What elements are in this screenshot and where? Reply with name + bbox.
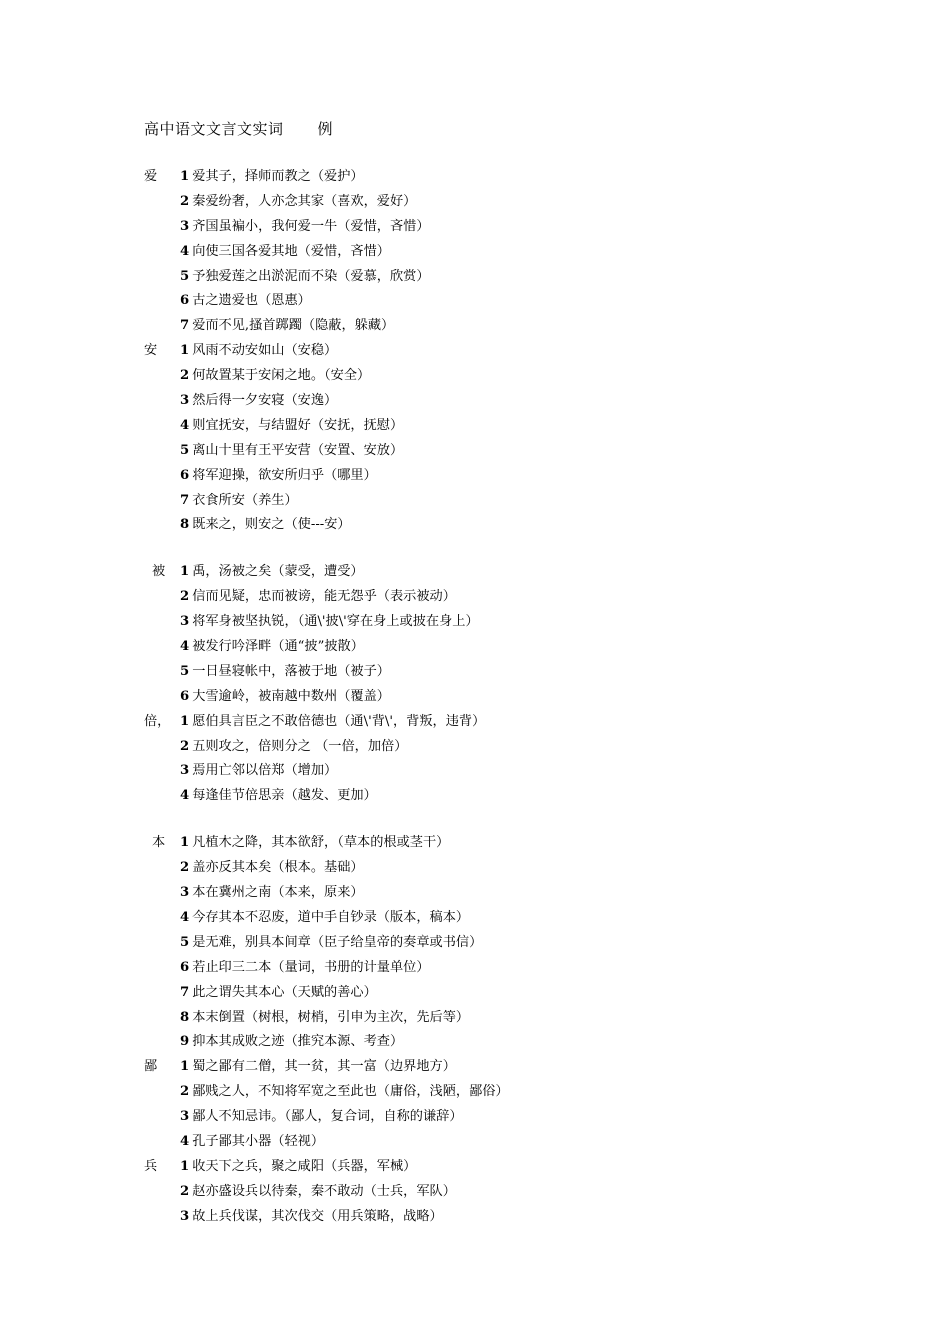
sense [180, 610, 479, 635]
headword: 安 [144, 343, 158, 359]
sense-text: 鄙贱之人，不知将军宽之至此也（庸俗，浅陋，鄙俗） [192, 1084, 509, 1100]
sense [180, 635, 364, 660]
sense [180, 906, 469, 931]
sense-text: 爱其子，择师而教之（爱护） [192, 169, 364, 184]
sense-line [144, 831, 904, 856]
sense-text: 孔子鄙其小器（轻视） [192, 1133, 325, 1149]
sense-text: 是无难，别具本间章（臣子给皇帝的奏章或书信） [192, 934, 483, 950]
sense-text: 凡植木之降，其本欲舒，（草本的根或茎干） [192, 835, 450, 851]
sense-text: 今存其本不忍废，道中手自钞录（版本，稿本） [192, 909, 470, 925]
sense [180, 1006, 469, 1031]
sense-line [144, 1130, 904, 1155]
sense-text: 秦爱纷奢，人亦念其家（喜欢，爱好） [192, 193, 417, 209]
sense-line [144, 314, 904, 339]
word-entry [144, 560, 904, 709]
sense-line [144, 635, 904, 660]
sense-text: 鄙人不知忌讳。（鄙人，复合词，自称的谦辞） [192, 1109, 463, 1125]
sense-line [144, 981, 904, 1006]
sense-number: 6 [180, 688, 190, 704]
sense [180, 735, 407, 760]
sense-text: 则宜抚安，与结盟好（安抚，抚慰） [192, 417, 404, 433]
sense-text: 爱而不见,搔首踯躅（隐蔽，躲藏） [192, 318, 395, 334]
sense-number: 2 [180, 368, 190, 384]
sense-line [144, 439, 904, 464]
sense [180, 190, 416, 215]
sense-line [144, 1155, 904, 1180]
sense-line [144, 1055, 904, 1080]
headword: 被 [152, 564, 166, 580]
sense [180, 414, 403, 439]
sense-text: 风雨不动安如山（安稳） [192, 343, 338, 359]
sense-text: 收天下之兵，聚之咸阳（兵器，军械） [192, 1158, 417, 1174]
sense [180, 513, 351, 538]
sense [180, 165, 364, 190]
sense-number: 9 [180, 1034, 190, 1050]
sense [180, 585, 456, 610]
sense-line [144, 289, 904, 314]
sense-text: 焉用亡邻以倍郑（增加） [192, 763, 338, 779]
sense [180, 289, 311, 314]
sense-line [144, 240, 904, 265]
sense-number: 7 [180, 492, 190, 508]
sense-text: 离山十里有王平安营（安置、安放） [192, 442, 404, 458]
sense-number: 3 [180, 393, 190, 409]
sense-text: 衣食所安（养生） [192, 492, 298, 508]
sense [180, 1080, 509, 1105]
sense-number: 2 [180, 193, 190, 209]
sense-text: 何故置某于安闲之地。（安全） [192, 368, 371, 384]
sense-text: 愿伯具言臣之不敢倍德也（通\'背\'，背叛，违背） [192, 713, 486, 729]
sense-text: 被发行吟泽畔（通“披”披散） [192, 639, 364, 655]
sense [180, 1105, 463, 1130]
sense-number: 1 [180, 1158, 190, 1174]
sense [180, 660, 390, 685]
sense-text: 古之遗爱也（恩惠） [192, 293, 311, 309]
sense-line [144, 513, 904, 538]
word-entry [144, 1055, 904, 1155]
sense-line [144, 906, 904, 931]
sense-line [144, 610, 904, 635]
sense-line [144, 881, 904, 906]
sense-line [144, 389, 904, 414]
sense-text: 故上兵伐谋，其次伐交（用兵策略，战略） [192, 1208, 443, 1224]
sense [180, 831, 449, 856]
sense [180, 560, 364, 585]
sense-line [144, 1180, 904, 1205]
sense [180, 364, 370, 389]
sense [180, 339, 337, 364]
sense-text: 每逢佳节倍思亲（越发、更加） [192, 788, 377, 804]
headword: 鄙 [144, 1059, 158, 1075]
sense [180, 1180, 456, 1205]
sense-line [144, 956, 904, 981]
word-entry [144, 710, 904, 810]
sense [180, 1130, 324, 1155]
sense-line [144, 489, 904, 514]
sense-line [144, 1030, 904, 1055]
sense-number: 2 [180, 589, 190, 605]
sense-line [144, 339, 904, 364]
sense-number: 3 [180, 763, 190, 779]
sense-text: 大雪逾岭，被南越中数州（覆盖） [192, 688, 390, 704]
sense [180, 389, 337, 414]
sense-number: 5 [180, 934, 190, 950]
sense-number: 1 [180, 713, 190, 729]
sense-text: 五则攻之，倍则分之 （一倍，加倍） [192, 738, 408, 754]
headword: 兵 [144, 1158, 158, 1174]
word-entry [144, 339, 904, 538]
sense-number: 1 [180, 564, 190, 580]
sense-line [144, 1080, 904, 1105]
headword: 爱 [144, 169, 158, 184]
sense-number: 7 [180, 318, 190, 334]
sense-text: 既来之，则安之（使---安） [192, 517, 351, 533]
sense-number: 4 [180, 243, 190, 259]
word-entry [144, 1155, 904, 1230]
sense [180, 685, 390, 710]
sense-number: 1 [180, 1059, 190, 1075]
sense-line [144, 215, 904, 240]
sense [180, 881, 364, 906]
sense-text: 然后得一夕安寝（安逸） [192, 393, 338, 409]
sense-number: 5 [180, 442, 190, 458]
title-suffix: 例 [317, 120, 334, 138]
sense [180, 1205, 443, 1230]
sense-number: 2 [180, 860, 190, 876]
headword: 本 [152, 835, 166, 851]
sense-text: 抑本其成败之迹（推究本源、考查） [192, 1034, 404, 1050]
sense-number: 2 [180, 1084, 190, 1100]
sense-text: 蜀之鄙有二僧，其一贫，其一富（边界地方） [192, 1059, 456, 1075]
sense-text: 本在冀州之南（本来，原来） [192, 885, 364, 901]
sense [180, 856, 364, 881]
sense-line [144, 660, 904, 685]
sense-number: 8 [180, 1009, 190, 1025]
sense-text: 本末倒置（树根，树梢，引申为主次，先后等） [192, 1009, 470, 1025]
sense-line [144, 265, 904, 290]
sense-text: 将军身被坚执锐，（通\'披\'穿在身上或披在身上） [192, 614, 479, 630]
sense-line [144, 759, 904, 784]
sense-number: 6 [180, 959, 190, 975]
sense-number: 6 [180, 293, 190, 309]
sense [180, 1055, 456, 1080]
sense [180, 314, 394, 339]
sense-line [144, 1006, 904, 1031]
sense-number: 3 [180, 614, 190, 630]
sense [180, 1030, 403, 1055]
sense-number: 3 [180, 1208, 190, 1224]
sense-number: 3 [180, 218, 190, 234]
sense-number: 3 [180, 885, 190, 901]
sense-number: 4 [180, 417, 190, 433]
sense [180, 265, 430, 290]
sense-line [144, 585, 904, 610]
sense-number: 4 [180, 639, 190, 655]
sense-text: 向使三国各爱其地（爱惜，吝惜） [192, 243, 390, 259]
sense-number: 5 [180, 268, 190, 284]
sense-text: 盖亦反其本矣（根本。基础） [192, 860, 364, 876]
sense-line [144, 1205, 904, 1230]
sense-line [144, 364, 904, 389]
sense [180, 464, 377, 489]
sense [180, 784, 377, 809]
sense-line [144, 685, 904, 710]
sense-number: 4 [180, 1133, 190, 1149]
sense [180, 931, 482, 956]
sense-line [144, 735, 904, 760]
sense-number: 3 [180, 1109, 190, 1125]
sense-line [144, 1105, 904, 1130]
sense [180, 759, 337, 784]
sense [180, 981, 377, 1006]
sense-line [144, 931, 904, 956]
sense-number: 1 [180, 835, 190, 851]
sense-text: 齐国虽褊小，我何爱一牛（爱惜，吝惜） [192, 218, 430, 234]
sense-text: 禹，汤被之矣（蒙受，遭受） [192, 564, 364, 580]
sense-number: 2 [180, 1183, 190, 1199]
sense-number: 1 [180, 169, 190, 184]
sense-text: 信而见疑，忠而被谤，能无怨乎（表示被动） [192, 589, 456, 605]
word-entry [144, 165, 904, 339]
sense-text: 若止印三二本（量词，书册的计量单位） [192, 959, 430, 975]
headword: 倍， [144, 713, 171, 729]
sense-line [144, 464, 904, 489]
sense-line [144, 710, 904, 735]
sense [180, 956, 430, 981]
sense-number: 5 [180, 663, 190, 679]
sense-line [144, 856, 904, 881]
sense-text: 此之谓失其本心（天赋的善心） [192, 984, 377, 1000]
sense-number: 8 [180, 517, 190, 533]
sense [180, 215, 430, 240]
sense [180, 439, 403, 464]
sense [180, 1155, 416, 1180]
sense [180, 489, 298, 514]
title-text: 高中语文文言文实词 [144, 120, 284, 138]
sense-number: 1 [180, 343, 190, 359]
sense-text: 予独爱莲之出淤泥而不染（爱慕，欣赏） [192, 268, 430, 284]
sense-number: 4 [180, 909, 190, 925]
sense-number: 6 [180, 467, 190, 483]
word-entry-list [144, 165, 904, 1230]
sense-text: 将军迎操，欲安所归乎（哪里） [192, 467, 377, 483]
sense-line [144, 190, 904, 215]
sense-number: 7 [180, 984, 190, 1000]
sense-text: 一日昼寝帐中，落被于地（被子） [192, 663, 390, 679]
sense-text: 赵亦盛设兵以待秦，秦不敢动（士兵，军队） [192, 1183, 456, 1199]
sense-number: 4 [180, 788, 190, 804]
word-entry [144, 831, 904, 1055]
sense-line [144, 560, 904, 585]
sense-line [144, 784, 904, 809]
sense [180, 710, 485, 735]
sense-line [144, 414, 904, 439]
document-title [144, 118, 333, 139]
sense-number: 2 [180, 738, 190, 754]
sense [180, 240, 390, 265]
sense-line [144, 165, 904, 190]
